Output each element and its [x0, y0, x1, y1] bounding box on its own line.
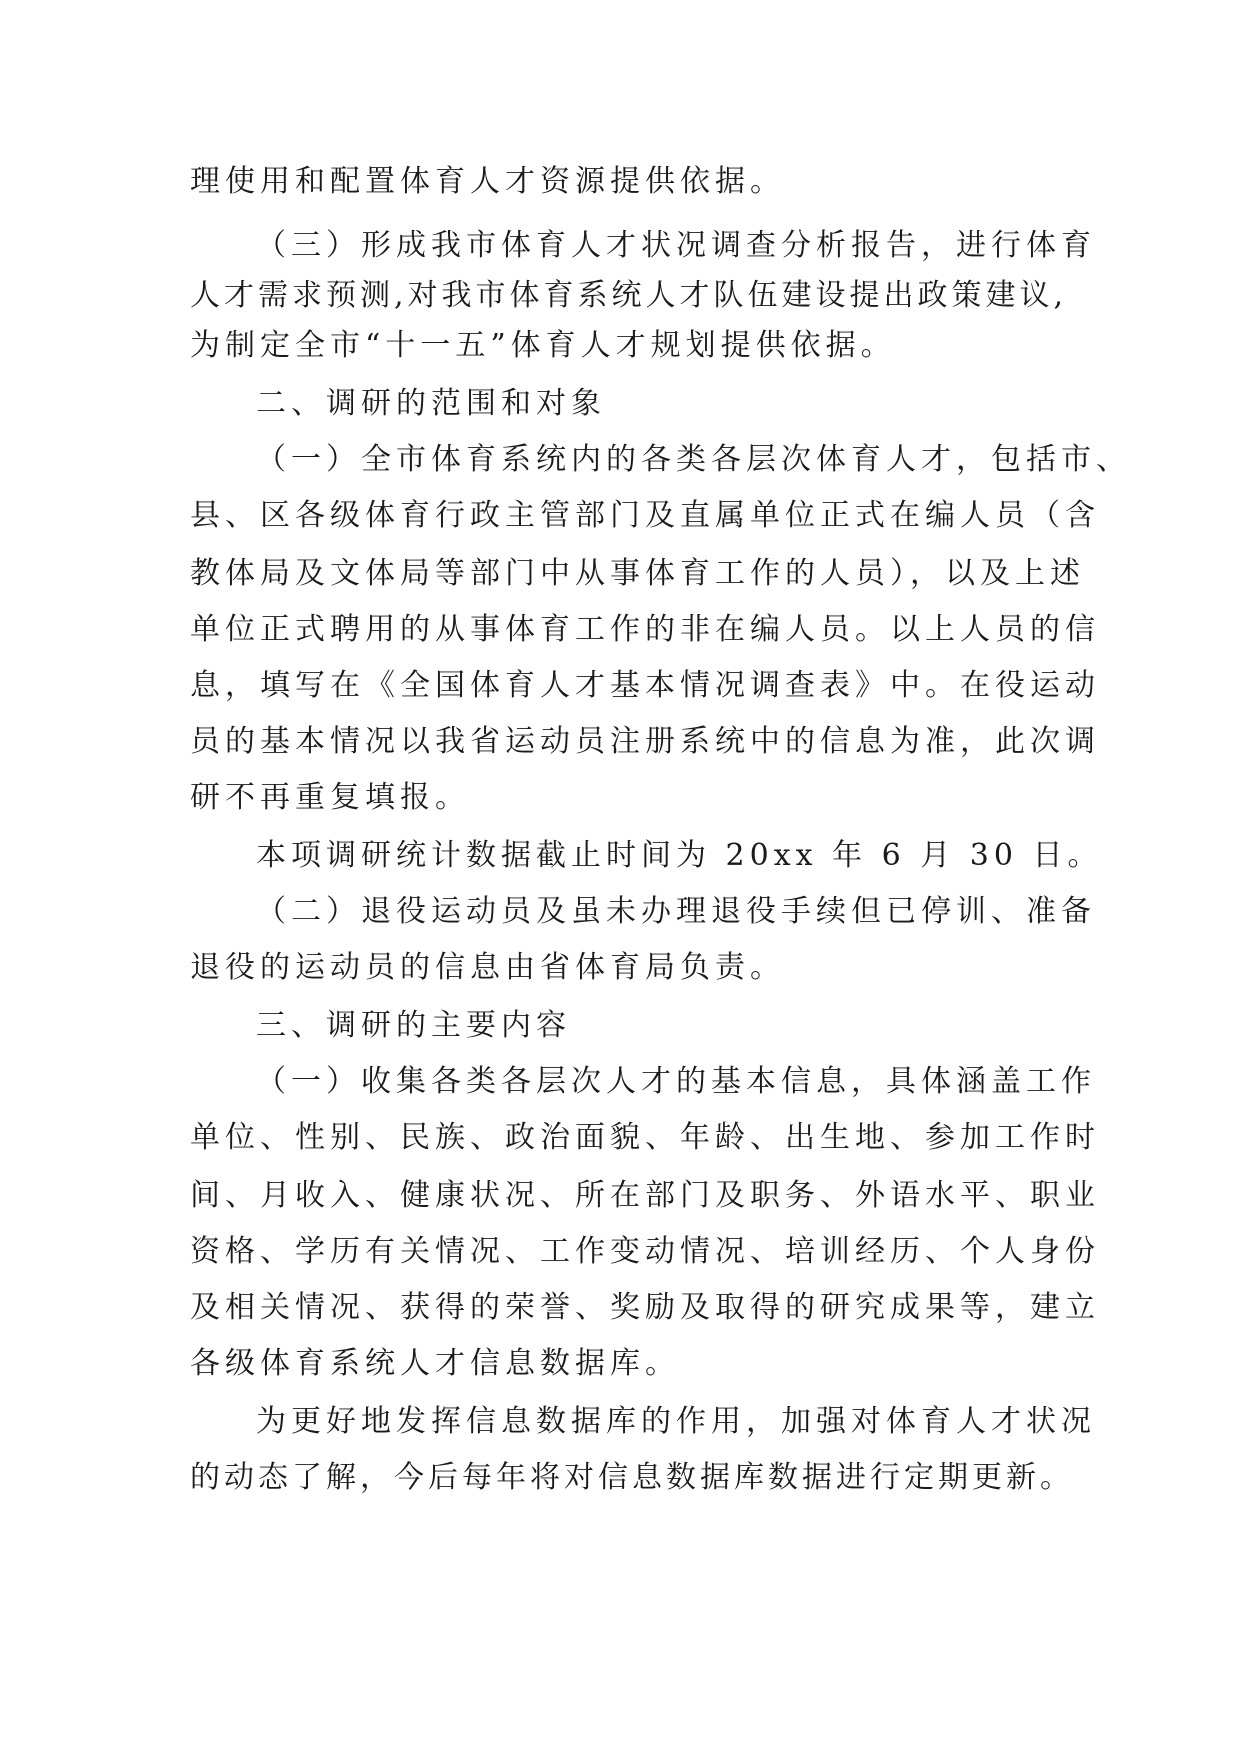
text-line: 资格、学历有关情况、工作变动情况、培训经历、个人身份 — [190, 1234, 1100, 1269]
section-heading: 二、调研的范围和对象 — [256, 386, 606, 421]
text-line: 间、月收入、健康状况、所在部门及职务、外语水平、职业 — [190, 1178, 1100, 1213]
text-line: 县、区各级体育行政主管部门及直属单位正式在编人员（含 — [190, 498, 1100, 533]
text-line: 本项调研统计数据截止时间为 20xx 年 6 月 30 日。 — [256, 838, 1103, 873]
text-line: 为更好地发挥信息数据库的作用，加强对体育人才状况 — [256, 1404, 1096, 1439]
text-line: 单位正式聘用的从事体育工作的非在编人员。以上人员的信 — [190, 612, 1100, 647]
text-line: 教体局及文体局等部门中从事体育工作的人员），以及上述 — [190, 556, 1085, 591]
text-line: 人才需求预测,对我市体育系统人才队伍建设提出政策建议, — [190, 278, 1068, 313]
text-line: 的动态了解，今后每年将对信息数据库数据进行定期更新。 — [190, 1460, 1074, 1495]
text-line: 为制定全市“十一五”体育人才规划提供依据。 — [190, 328, 896, 363]
text-line: 退役的运动员的信息由省体育局负责。 — [190, 950, 785, 985]
text-line: 单位、性别、民族、政治面貌、年龄、出生地、参加工作时 — [190, 1120, 1100, 1155]
section-heading: 三、调研的主要内容 — [256, 1008, 571, 1043]
text-line: （三）形成我市体育人才状况调查分析报告，进行体育 — [256, 228, 1096, 263]
text-line: （二）退役运动员及虽未办理退役手续但已停训、准备 — [256, 894, 1096, 929]
text-line: 研不再重复填报。 — [190, 780, 470, 815]
text-line: 及相关情况、获得的荣誉、奖励及取得的研究成果等，建立 — [190, 1290, 1100, 1325]
text-line: （一）收集各类各层次人才的基本信息，具体涵盖工作 — [256, 1064, 1096, 1099]
text-line: 各级体育系统人才信息数据库。 — [190, 1346, 680, 1381]
text-line: 员的基本情况以我省运动员注册系统中的信息为准，此次调 — [190, 724, 1100, 759]
text-line: 息，填写在《全国体育人才基本情况调查表》中。在役运动 — [190, 668, 1100, 703]
text-line: 理使用和配置体育人才资源提供依据。 — [190, 164, 785, 199]
text-line: （一）全市体育系统内的各类各层次体育人才，包括市、 — [256, 442, 1131, 477]
